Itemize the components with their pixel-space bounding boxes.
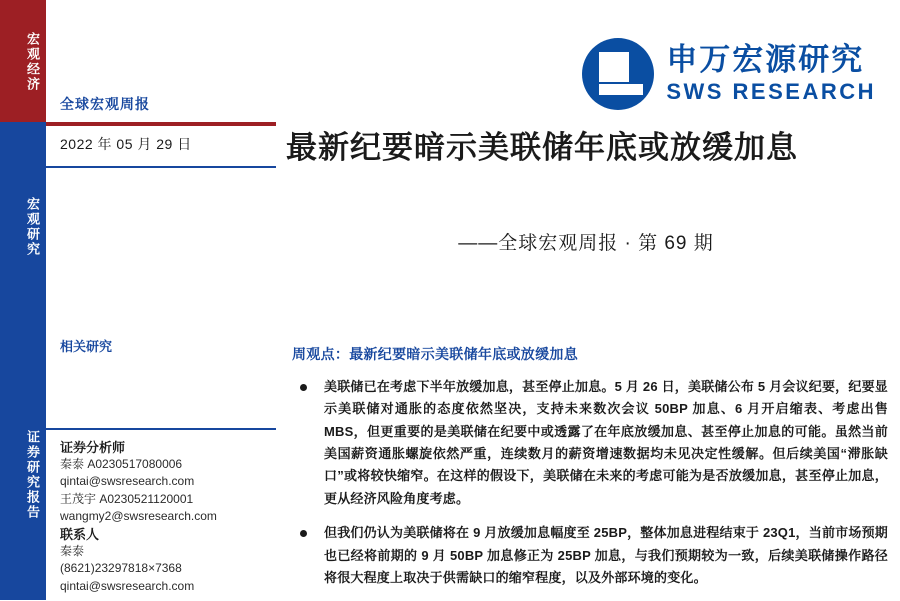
analyst-heading: 证券分析师 bbox=[60, 440, 126, 455]
series-title: 全球宏观周报 bbox=[60, 96, 150, 112]
contact-list bbox=[60, 543, 272, 595]
list-item bbox=[292, 376, 888, 510]
logo-text-block bbox=[666, 43, 876, 105]
bullet-text: 但我们仍认为美联储将在 9 月放缓加息幅度至 25BP，整体加息进程结束于 23Q1，当前市场预期也已经将前期的 9 月 50BP 加息修正为 25BP 加息，与我们预期较为一致，后续美联储操作路径将很大程度上取决于供需缺口的缩窄程度，以及外部环境的变化。 bbox=[324, 525, 888, 585]
contact-heading: 联系人 bbox=[60, 527, 100, 542]
bullet-dot-icon bbox=[300, 384, 307, 391]
contact-name: 秦泰 bbox=[60, 544, 85, 558]
spine-label-securities-report: 证券研究报告 bbox=[25, 430, 40, 520]
analyst-email-2[interactable]: wangmy2@swsresearch.com bbox=[60, 509, 217, 524]
logo-notch bbox=[599, 52, 629, 82]
page-subtitle: ——全球宏观周报 · 第 69 期 bbox=[458, 233, 714, 254]
publish-date: 2022 年 05 月 29 日 bbox=[60, 136, 192, 152]
analyst-name-2: 王茂宇 A0230521120001 bbox=[60, 491, 194, 506]
divider-red bbox=[46, 122, 276, 126]
company-logo bbox=[582, 38, 876, 110]
analyst-list bbox=[60, 456, 272, 526]
sws-logo-icon bbox=[582, 38, 654, 110]
logo-bar bbox=[599, 84, 643, 95]
left-spine bbox=[0, 0, 46, 600]
logo-company-en: SWS RESEARCH bbox=[666, 78, 876, 104]
section-heading: 周观点：最新纪要暗示美联储年底或放缓加息 bbox=[292, 346, 578, 362]
list-item bbox=[292, 522, 888, 589]
divider-blue-top bbox=[46, 166, 276, 168]
spine-label-macro-research: 宏观研究 bbox=[25, 197, 40, 257]
contact-phone: (8621)23297818×7368 bbox=[60, 561, 182, 576]
page-title: 最新纪要暗示美联储年底或放缓加息 bbox=[286, 130, 798, 165]
sidebar bbox=[46, 0, 276, 600]
bullet-list bbox=[292, 376, 888, 601]
bullet-dot-icon bbox=[300, 530, 307, 537]
logo-company-cn: 申万宏源研究 bbox=[666, 41, 865, 77]
bullet-text: 美联储已在考虑下半年放缓加息，甚至停止加息。5 月 26 日，美联储公布 5 月会议纪要，纪要显示美联储对通胀的态度依然坚决，支持未来数次会议 50BP 加息、6 月开启缩表、考虑出售 MBS，但更重要的是美联储在纪要中或透露了在年底放缓加息、甚至停止加息的可能。虽然当前美国薪资通胀螺旋依然严重，连续数月的薪资增速数据均未见决定性缓解。但后续美国“滞胀缺口”或将较快缩窄。在这样的假设下，美联储在未来的考虑可能为是否放缓加息，甚至停止加息，更从经济风险角度考虑。 bbox=[324, 379, 888, 506]
spine-label-macro-economy: 宏观经济 bbox=[25, 32, 40, 92]
main-content bbox=[276, 0, 900, 600]
divider-blue-bottom bbox=[46, 428, 276, 430]
related-research-heading: 相关研究 bbox=[60, 339, 113, 354]
analyst-name-1: 秦泰 A0230517080006 bbox=[60, 457, 183, 471]
analyst-email-1[interactable]: qintai@swsresearch.com bbox=[60, 474, 195, 489]
contact-email[interactable]: qintai@swsresearch.com bbox=[60, 578, 195, 593]
